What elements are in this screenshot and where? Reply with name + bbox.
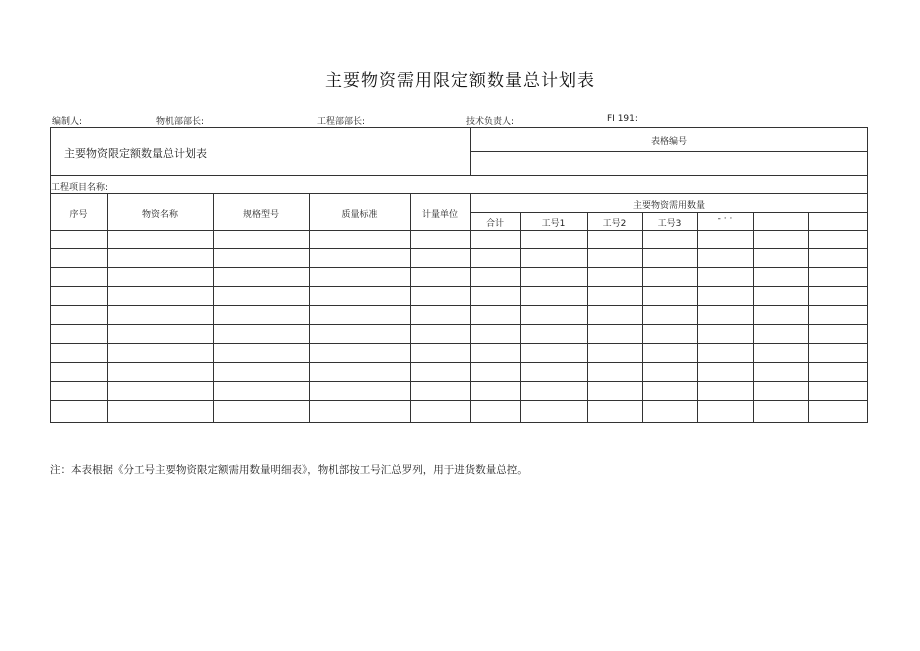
form-number-label: 表格编号 (650, 137, 687, 147)
col-header-unit: 计量单位 (421, 210, 458, 220)
col-header-demand-group: 主要物资需用数量 (632, 201, 705, 211)
col-header-spec-model: 规格型号 (242, 210, 279, 220)
project-name-label: 工程项目名称: (51, 183, 109, 193)
signature-engineering-head: 工程部部长: (317, 117, 366, 127)
col-header-material-name: 物资名称 (141, 210, 178, 220)
col-header-job-1: 工号1 (541, 219, 566, 229)
col-header-quality-standard: 质量标准 (341, 210, 378, 220)
footnote: 注：本表根据《分工号主要物资限定额需用数量明细表》，物机部按工号汇总罗列，用于进货数量总控。 (50, 464, 528, 476)
col-header-job-3: 工号3 (657, 219, 682, 229)
signature-preparer: 编制人: (52, 117, 83, 127)
signature-materials-head: 物机部部长: (156, 117, 205, 127)
col-header-more: - · · (717, 214, 733, 224)
page-title: 主要物资需用限定额数量总计划表 (325, 71, 595, 91)
col-header-seq: 序号 (69, 210, 88, 220)
form-code: FI 191: (607, 114, 638, 124)
plan-table (50, 127, 868, 423)
col-header-total: 合计 (485, 219, 504, 229)
table-left-title: 主要物资限定额数量总计划表 (64, 147, 207, 160)
col-header-job-2: 工号2 (602, 219, 627, 229)
signature-technical-lead: 技术负责人: (466, 117, 515, 127)
